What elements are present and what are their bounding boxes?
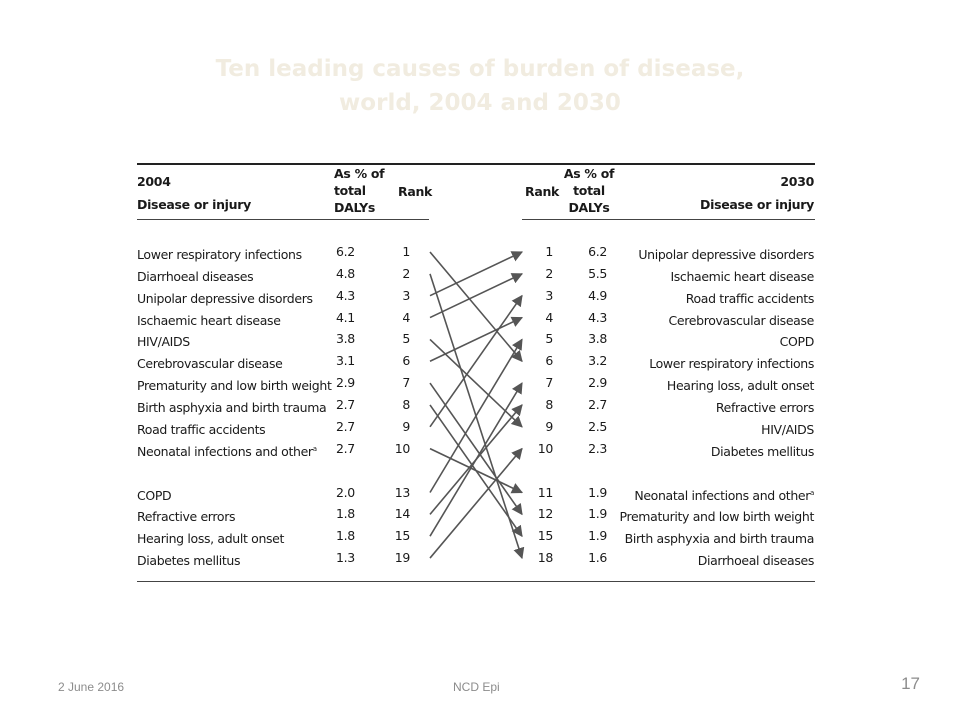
left-rank-value-text: 8 [402,396,410,412]
table-top-rule [137,163,815,165]
left-disease-name-text: Birth asphyxia and birth trauma [137,399,327,415]
left-pct-value-text: 2.0 [336,484,355,500]
table-row [0,547,960,569]
left-rank-value-text: 19 [394,550,410,566]
left-rank-value [378,547,410,569]
left-disease-name-text: Prematurity and low birth weight [137,378,332,394]
slide-title-line1: Ten leading causes of burden of disease, [215,56,745,82]
right-pct-value [585,503,607,525]
right-disease-name [711,438,814,463]
right-disease-name-text: Refractive errors [715,399,814,415]
left-pct-value [336,328,355,350]
right-pct-value-text: 4.9 [588,287,607,303]
right-disease-name-text: Unipolar depressive disorders [638,247,814,262]
left-rank-value [378,394,410,416]
left-pct-value-text: 4.1 [336,309,355,325]
table-row [0,263,960,285]
right-pct-value [585,482,607,504]
table-row [0,350,960,372]
left-disease-name-text: Ischaemic heart disease [137,312,281,328]
table-row [0,438,960,460]
right-pct-value [585,307,607,329]
left-rank-value [378,263,410,285]
left-pct-value [336,525,355,547]
left-pct-value-text: 6.2 [336,244,355,259]
right-pct-value [585,263,607,285]
right-pct-value-text: 2.7 [588,396,607,412]
left-disease-name-text: Neonatal infections and other [137,443,313,459]
left-header-pct-line2: total [334,183,366,198]
right-pct-value-text: 5.5 [588,265,607,281]
table-row [0,372,960,394]
left-header-pct [334,165,384,216]
left-rank-value [378,241,410,263]
right-header-column: Disease or injury [700,197,814,212]
left-disease-name-text: Lower respiratory infections [137,247,302,262]
left-rank-value [378,416,410,438]
right-rank-value [520,307,553,329]
right-rank-value-text: 4 [545,309,553,325]
right-rank-value [520,328,553,350]
right-header-pct [563,165,615,216]
left-pct-value-text: 1.3 [336,550,355,566]
left-pct-value-text: 3.1 [336,353,355,369]
right-rank-value-text: 7 [545,375,553,391]
right-rank-value [520,350,553,372]
right-pct-value-text: 1.9 [588,484,607,500]
right-pct-value [585,416,607,438]
right-rank-value [520,263,553,285]
left-disease-name-text: HIV/AIDS [137,334,190,350]
left-header-year: 2004 [137,174,171,189]
right-pct-value [585,438,607,460]
right-rank-value [520,285,553,307]
table-row [0,416,960,438]
right-pct-value [585,241,607,263]
left-rank-value-text: 10 [394,440,410,456]
left-rank-value-text: 14 [394,506,410,522]
left-pct-value-text: 4.8 [336,265,355,281]
footnote-marker: a [312,444,317,453]
right-pct-value-text: 2.3 [588,440,607,456]
right-rank-value [520,547,553,569]
left-pct-value-text: 2.7 [336,396,355,412]
left-rank-value [378,503,410,525]
left-rank-value-text: 5 [402,331,410,347]
right-rank-value [520,438,553,460]
left-pct-value [336,350,355,372]
left-rank-value [378,482,410,504]
table-row [0,525,960,547]
right-pct-value-text: 2.9 [588,375,607,391]
left-pct-value [336,547,355,569]
right-disease-name-text: Birth asphyxia and birth trauma [624,531,814,547]
right-rank-value-text: 2 [545,265,553,281]
right-pct-value-text: 3.8 [588,331,607,347]
left-rank-value [378,372,410,394]
left-pct-value-text: 2.7 [336,418,355,434]
left-rank-value [378,307,410,329]
right-rank-value [520,372,553,394]
left-pct-value [336,503,355,525]
right-rank-value-text: 5 [545,331,553,347]
left-rank-value-text: 13 [394,484,410,500]
left-disease-name-text: Unipolar depressive disorders [137,290,313,306]
right-rank-value-text: 9 [545,418,553,434]
right-pct-value [585,547,607,569]
left-header-column: Disease or injury [137,197,251,212]
left-rank-value-text: 4 [402,309,410,325]
right-rank-value-text: 10 [537,440,553,456]
left-disease-name-text: Diarrhoeal diseases [137,268,254,284]
right-rank-value-text: 11 [537,484,553,500]
right-rank-value [520,503,553,525]
right-disease-name-text: Cerebrovascular disease [668,312,814,328]
left-disease-name [137,547,240,572]
right-disease-name-text: Prematurity and low birth weight [619,509,814,525]
left-rank-value [378,328,410,350]
right-header-pct-line3: DALYs [568,200,610,215]
right-pct-value [585,372,607,394]
left-pct-value [336,372,355,394]
right-pct-value [585,394,607,416]
left-disease-name [137,438,317,463]
left-disease-name-text: Road traffic accidents [137,421,266,437]
left-disease-name-text: Refractive errors [137,509,236,525]
right-rank-value-text: 12 [537,506,553,522]
right-disease-name-text: Hearing loss, adult onset [666,378,814,394]
right-rank-value [520,394,553,416]
table-row [0,285,960,307]
right-rank-value-text: 8 [545,396,553,412]
left-rank-value-text: 6 [402,353,410,369]
right-rank-value [520,241,553,263]
right-header-rule [522,219,815,220]
table-row [0,307,960,329]
left-rank-value-text: 1 [402,244,410,259]
right-pct-value-text: 1.9 [588,528,607,544]
right-header-pct-line1: As % of [563,166,615,181]
right-disease-name-text: COPD [779,334,814,350]
right-disease-name-text: Diarrhoeal diseases [697,553,814,569]
left-rank-value-text: 2 [402,265,410,281]
left-pct-value-text: 2.9 [336,375,355,391]
right-rank-value-text: 6 [545,353,553,369]
right-rank-value-text: 3 [545,287,553,303]
table-bottom-rule [137,581,815,582]
left-pct-value-text: 1.8 [336,506,355,522]
left-pct-value-text: 4.3 [336,287,355,303]
right-pct-value-text: 4.3 [588,309,607,325]
left-rank-value [378,350,410,372]
right-disease-name [698,547,814,572]
right-disease-name-text: HIV/AIDS [761,421,814,437]
left-pct-value [336,285,355,307]
left-pct-value [336,394,355,416]
slide-title-line2: world, 2004 and 2030 [339,90,621,116]
page-number: 17 [901,674,920,693]
right-rank-value [520,416,553,438]
left-pct-value [336,482,355,504]
left-disease-name-text: Hearing loss, adult onset [137,531,285,547]
right-header-year: 2030 [780,174,814,189]
table-row [0,394,960,416]
footnote-marker: a [810,488,814,497]
right-rank-value [520,525,553,547]
left-pct-value [336,416,355,438]
left-pct-value-text: 3.8 [336,331,355,347]
right-pct-value [585,525,607,547]
slide-title [0,52,960,120]
right-pct-value-text: 2.5 [588,418,607,434]
right-header-pct-line2: total [573,183,605,198]
right-pct-value-text: 1.6 [588,550,607,566]
right-disease-name-text: Diabetes mellitus [710,443,814,459]
right-pct-value [585,328,607,350]
left-rank-value [378,525,410,547]
left-rank-value-text: 3 [402,287,410,303]
left-header-pct-line3: DALYs [334,200,376,215]
right-pct-value [585,285,607,307]
left-pct-value [336,263,355,285]
left-rank-value-text: 9 [402,418,410,434]
right-disease-name-text: Road traffic accidents [685,290,814,306]
table-row [0,328,960,350]
left-rank-value [378,438,410,460]
left-disease-name-text: COPD [137,487,172,503]
table-row [0,241,960,263]
left-rank-value-text: 7 [402,375,410,391]
footer-center: NCD Epi [453,680,500,694]
left-pct-value [336,438,355,460]
table-row [0,482,960,504]
right-disease-name-text: Ischaemic heart disease [670,268,814,284]
left-disease-name-text: Cerebrovascular disease [137,356,283,372]
right-pct-value-text: 1.9 [588,506,607,522]
left-header-pct-line1: As % of [334,166,385,181]
left-pct-value-text: 2.7 [336,440,355,456]
left-header-rank: Rank [398,184,433,199]
right-disease-name-text: Neonatal infections and other [634,487,811,503]
left-rank-value-text: 15 [394,528,410,544]
left-rank-value [378,285,410,307]
left-pct-value [336,241,355,263]
right-disease-name-text: Lower respiratory infections [649,356,814,372]
left-disease-name-text: Diabetes mellitus [137,553,241,569]
right-rank-value-text: 18 [537,550,553,566]
right-pct-value-text: 6.2 [588,244,607,259]
footer-date: 2 June 2016 [58,680,125,694]
left-pct-value [336,307,355,329]
right-rank-value-text: 15 [537,528,553,544]
right-pct-value [585,350,607,372]
right-header-rank: Rank [525,184,560,199]
right-rank-value-text: 1 [545,244,553,259]
right-rank-value [520,482,553,504]
left-header-rule [137,219,429,220]
right-pct-value-text: 3.2 [588,353,607,369]
table-row [0,503,960,525]
left-pct-value-text: 1.8 [336,528,355,544]
